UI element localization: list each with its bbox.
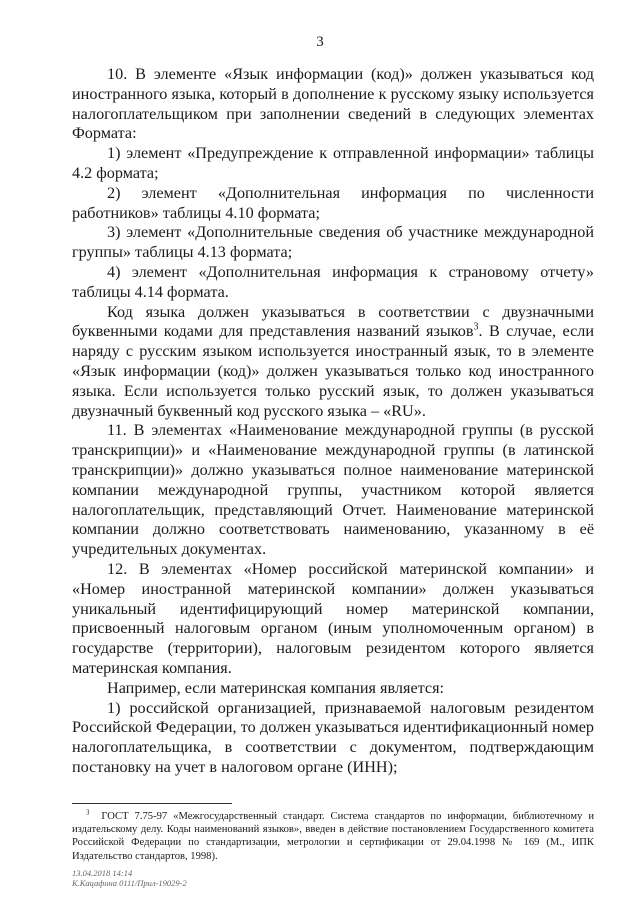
language-code-text-end: . В случае, если наряду с русским языком используется иностранный язык, то в элементе «Язык информации (код)» должен указываться только код иностранного языка. Если используется только русский язык, то должен указываться двузначный буквенный код русского языка – «RU». (72, 322, 594, 420)
footnote (72, 810, 594, 863)
list-item-4: 4) элемент «Дополнительная информация к страновому отчету» таблицы 4.14 формата. (72, 262, 594, 301)
stamp-code: К.Кацафина 0111/Прил-19029-2 (72, 878, 187, 888)
footnote-number: 3 (86, 808, 90, 817)
example-item-1: 1) российской организацией, признаваемой налоговым резидентом Российской Федерации, то должен указываться идентификационный номер налогоплательщика, в соответствии с документом, подтверждающим постановку на учет в налоговом органе (ИНН); (72, 698, 594, 776)
paragraph-10: 10. В элементе «Язык информации (код)» должен указываться код иностранного языка, который в дополнение к русскому языку используется налогоплательщиком при заполнении сведений в следующих элементах Формата: (72, 65, 594, 143)
stamp-date: 13.04.2018 14:14 (72, 868, 133, 878)
paragraph-example: Например, если материнская компания является: (107, 678, 445, 697)
paragraph-12: 12. В элементах «Номер российской материнской компании» и «Номер иностранной материнской компании» должен указываться уникальный идентифицирующий номер материнской компании, присвоенный налоговым органом (иным уполномоченным органом) в государстве (территории), налоговым резидентом которого является материнская компания. (72, 559, 594, 677)
page-number: 3 (316, 34, 324, 50)
list-item-2: 2) элемент «Дополнительная информация по численности работников» таблицы 4.10 формата; (72, 183, 594, 222)
footnote-text: ГОСТ 7.75-97 «Межгосударственный стандарт. Система стандартов по информации, библиотечному и издательскому делу. Коды наименований языков», введен в действие постановлением Государственного комитета Российской Федерации по стандартизации, метрологии и сертификации от 29.04.1998 № 169 (М., ИПК Издательство стандартов, 1998). (72, 811, 594, 862)
list-item-3: 3) элемент «Дополнительные сведения об участнике международной группы» таблицы 4.13 формата; (72, 223, 594, 262)
footnote-divider (72, 803, 232, 804)
list-item-1: 1) элемент «Предупреждение к отправленной информации» таблицы 4.2 формата; (72, 144, 594, 182)
footnote-reference: 3 (473, 321, 479, 333)
paragraph-language-code (72, 303, 594, 422)
paragraph-11: 11. В элементах «Наименование международной группы (в русской транскрипции)» и «Наименование международной группы (в латинской транскрипции)» должно указываться полное наименование материнской компании международной группы, участником которой является налогоплательщик, представляющий Отчет. Наименование материнской компании должно соответствовать наименованию, указанному в её учредительных документах. (72, 421, 594, 559)
language-code-text-start: Код языка должен указываться в соответствии с двузначными буквенными кодами для представления названий языков (72, 302, 594, 341)
document-body (72, 65, 594, 778)
